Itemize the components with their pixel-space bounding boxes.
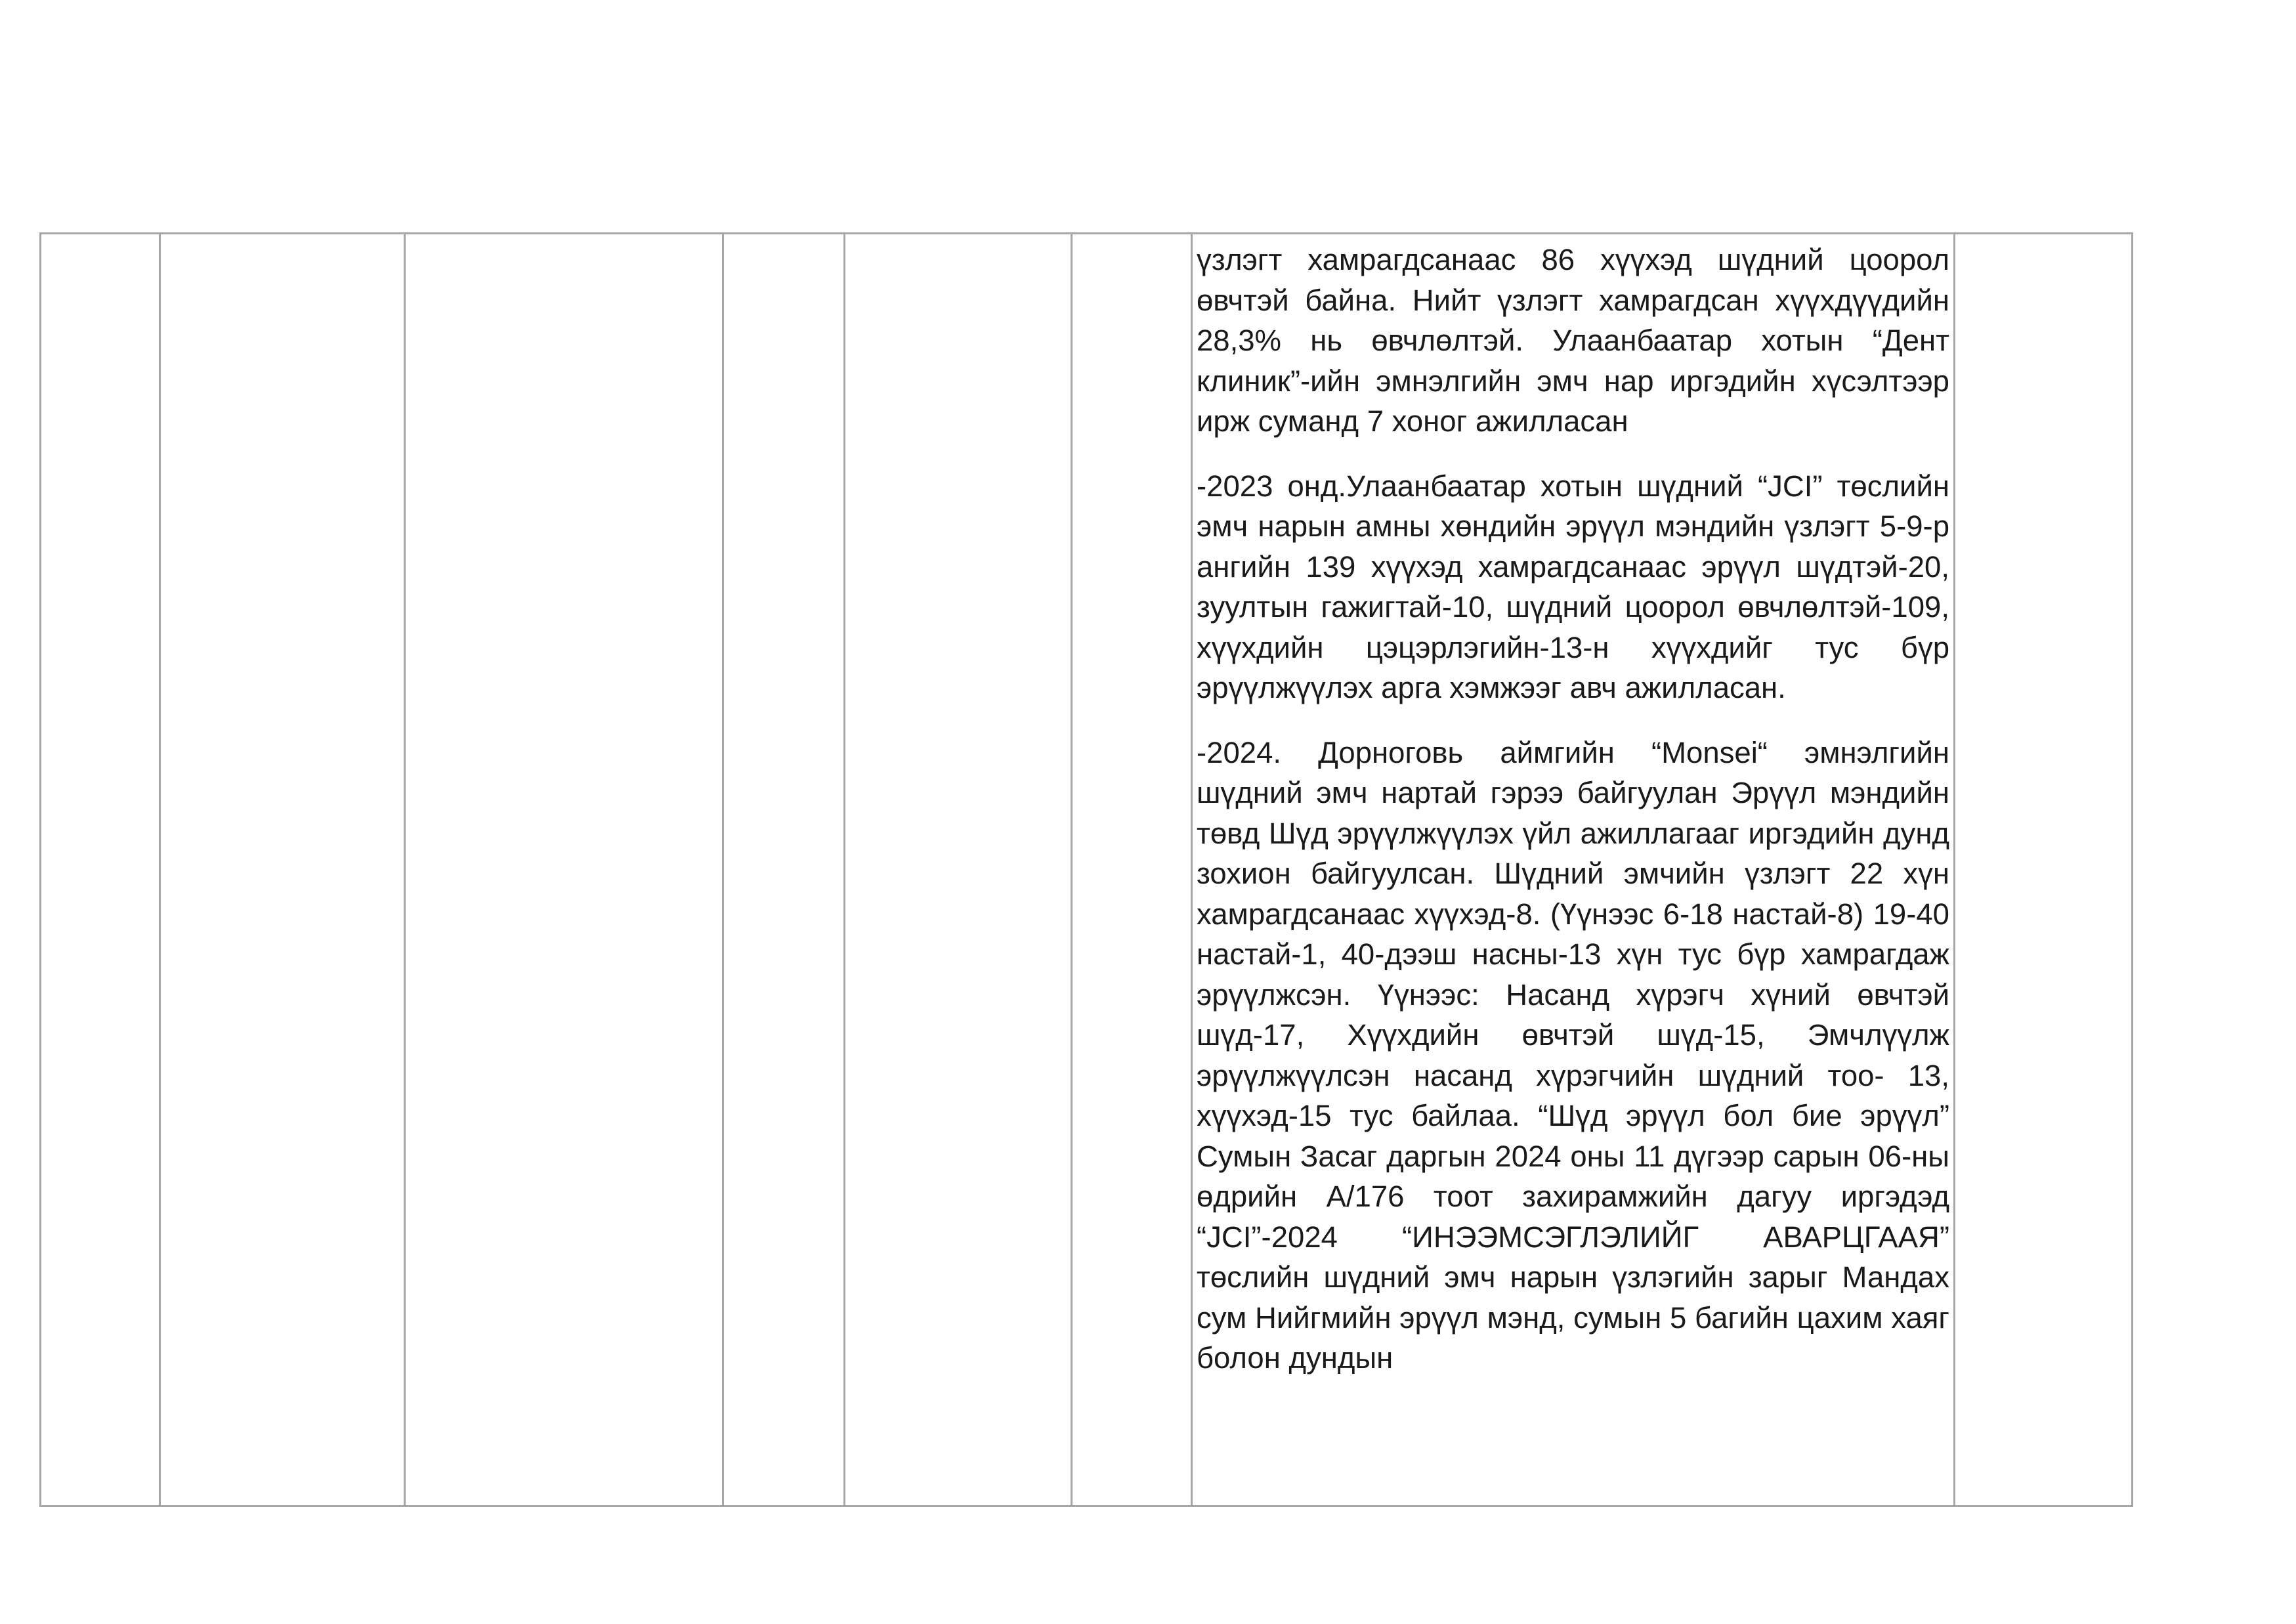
- paragraph-2024-monsei: -2024. Дорноговь аймгийн “Monsei“ эмнэлгийн шүдний эмч нартай гэрээ байгуулан Эрүүл мэндийн төвд Шүд эрүүлжүүлэх үйл ажиллагааг иргэдийн дунд зохион байгуулсан. Шүдний эмчийн үзлэгт 22 хүн хамрагдсанаас хүүхэд-8. (Үүнээс 6-18 настай-8) 19-40 настай-1, 40-дээш насны-13 хүн тус бүр хамрагдаж эрүүлжсэн. Үүнээс: Насанд хүрэгч хүний өвчтэй шүд-17, Хүүхдийн өвчтэй шүд-15, Эмчлүүлж эрүүлжүүлсэн насанд хүрэгчийн шүдний тоо- 13, хүүхэд-15 тус байлаа. “Шүд эрүүл бол бие эрүүл” Сумын Засаг даргын 2024 оны 11 дүгээр сарын 06-ны өдрийн А/176 тоот захирамжийн дагуу иргэдэд “JCI”-2024 “ИНЭЭМСЭГЛЭЛИЙГ АВАРЦГААЯ” төслийн шүдний эмч нарын үзлэгийн зарыг Мандах сум Нийгмийн эрүүл мэнд, сумын 5 багийн цахим хаяг болон дундын: [1197, 735, 1949, 1375]
- table-cell-content: [1192, 234, 1955, 1506]
- table-cell-col-3: [405, 234, 723, 1506]
- table-cell-col-6: [1072, 234, 1192, 1506]
- table-cell-col-4: [723, 234, 845, 1506]
- cell-text-block: [1193, 234, 1953, 1378]
- table-cell-col-8: [1955, 234, 2133, 1506]
- paragraph-dent-clinic: үзлэгт хамрагдсанаас 86 хүүхэд шүдний цоорол өвчтэй байна. Нийт үзлэгт хамрагдсан хүүхдүүдийн 28,3% нь өвчлөлтэй. Улаанбаатар хотын “Дент клиник”-ийн эмнэлгийн эмч нар иргэдийн хүсэлтээр ирж суманд 7 хоног ажилласан: [1197, 243, 1949, 438]
- table-cell-col-1: [41, 234, 160, 1506]
- table-row: [41, 234, 2133, 1506]
- paragraph-2023-jci: -2023 онд.Улаанбаатар хотын шүдний “JCI” төслийн эмч нарын амны хөндийн эрүүл мэндийн үзлэгт 5-9-р ангийн 139 хүүхэд хамрагдсанаас эрүүл шүдтэй-20, зуултын гажигтай-10, шүдний цоорол өвчлөлтэй-109, хүүхдийн цэцэрлэгийн-13-н хүүхдийг тус бүр эрүүлжүүлэх арга хэмжээг авч ажилласан.: [1197, 469, 1949, 704]
- table-cell-col-2: [160, 234, 405, 1506]
- document-table: [39, 232, 2133, 1507]
- table-cell-col-5: [845, 234, 1072, 1506]
